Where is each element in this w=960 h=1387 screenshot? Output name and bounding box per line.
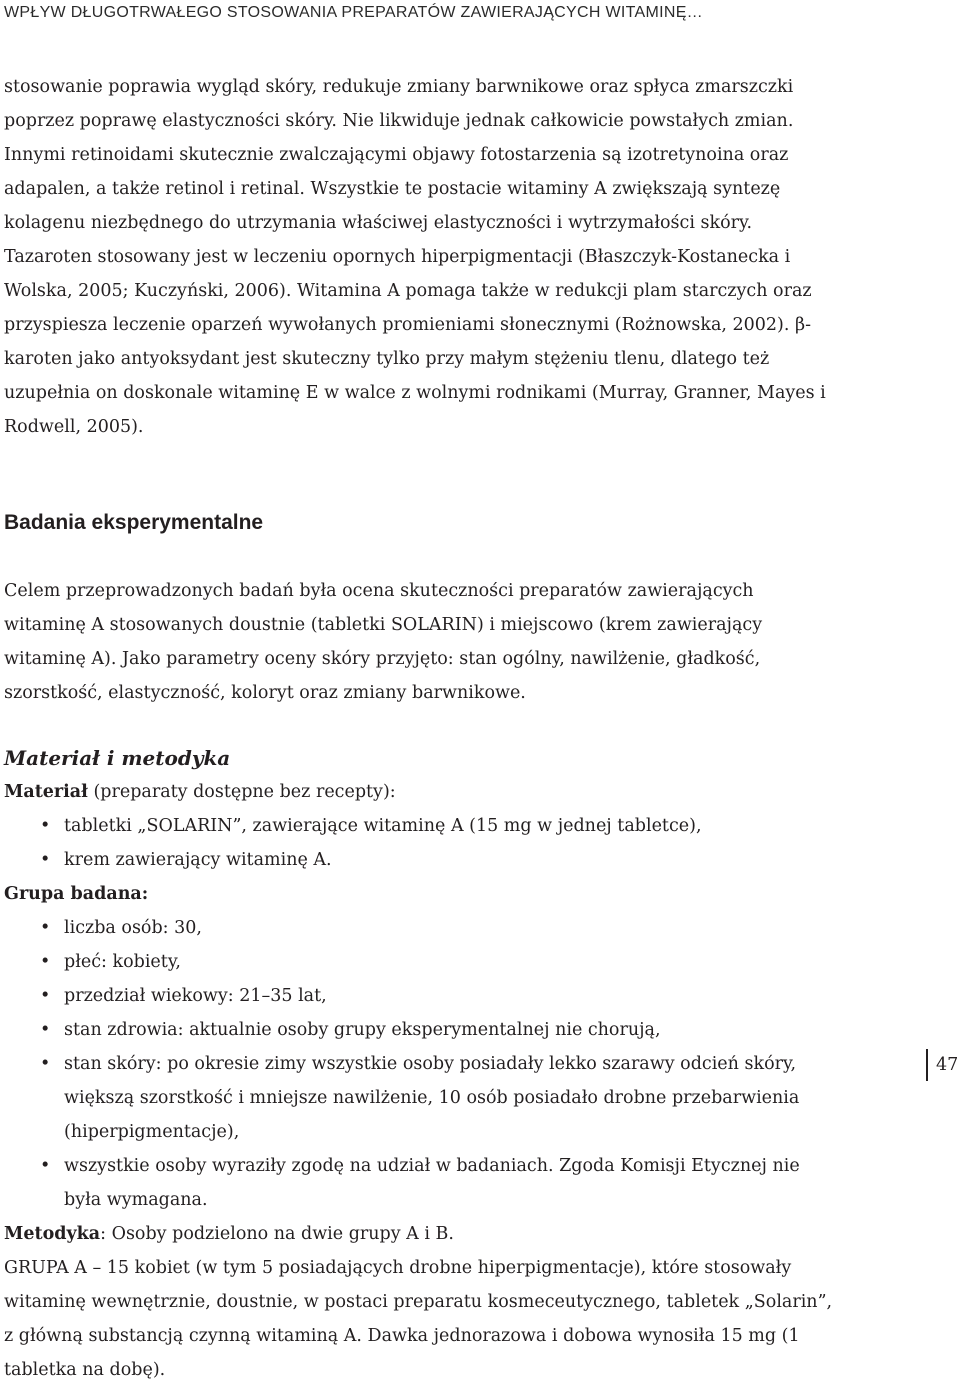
list-item-text: stan skóry: po okresie zimy wszystkie osoby posiadały lekko szarawy odcień skóry, większą szorstkość i mniejsze nawilżenie, 10 osób posiadało drobne przebarwienia (hiperpigmentacje), <box>64 1054 800 1142</box>
bullet-icon: • <box>40 1054 51 1074</box>
list-item-text: krem zawierający witaminę A. <box>64 850 332 870</box>
methodology-text: : Osoby podzielono na dwie grupy A i B. <box>100 1224 454 1244</box>
list-item <box>4 1013 840 1047</box>
bullet-icon: • <box>40 918 51 938</box>
aims-paragraph: Celem przeprowadzonych badań była ocena skuteczności preparatów zawierających witaminę A stosowanych doustnie (tabletki SOLARIN) i miejscowo (krem zawierający witaminę A). Jako parametry oceny skóry przyjęto: stan ogólny, nawilżenie, gładkość, szorstkość, elastyczność, koloryt oraz zmiany barwnikowe. <box>4 581 763 703</box>
bullet-icon: • <box>40 850 51 870</box>
list-item <box>4 1149 840 1217</box>
list-item <box>4 809 840 843</box>
bullet-icon: • <box>40 816 51 836</box>
bullet-icon: • <box>40 986 51 1006</box>
group-label: Grupa badana: <box>4 884 149 904</box>
intro-paragraph: stosowanie poprawia wygląd skóry, redukuje zmiany barwnikowe oraz spłyca zmarszczki poprzez poprawę elastyczności skóry. Nie likwiduje jednak całkowicie powstałych zmian. Innymi retinoidami skutecznie zwalczającymi objawy fotostarzenia są izotretynoina oraz adapalen, a także retinol i retinal. Wszystkie te postacie witaminy A zwiększają syntezę kolagenu niezbędnego do utrzymania właściwej elastyczności i wytrzymałości skóry. Tazaroten stosowany jest w leczeniu opornych hiperpigmentacji (Błaszczyk-Kostanecka i Wolska, 2005; Kuczyński, 2006). Witamina A pomaga także w redukcji plam starczych oraz przyspiesza leczenie oparzeń wywołanych promieniami słonecznymi (Rożnowska, 2002). β-karoten jako antyoksydant jest skuteczny tylko przy małym stężeniu tlenu, dlatego też uzupełnia on doskonale witaminę E w walce z wolnymi rodnikami (Murray, Granner, Mayes i Rodwell, 2005). <box>4 77 826 437</box>
methods-section <box>4 775 840 1387</box>
running-header: WPŁYW DŁUGOTRWAŁEGO STOSOWANIA PREPARATÓW ZAWIERAJĄCYCH WITAMINĘ… <box>4 4 703 21</box>
bullet-icon: • <box>40 1020 51 1040</box>
list-item <box>4 1047 840 1149</box>
material-label: Materiał <box>4 782 88 802</box>
group-line <box>4 877 840 911</box>
list-item-text: płeć: kobiety, <box>64 952 181 972</box>
material-list <box>4 809 840 877</box>
material-text: (preparaty dostępne bez recepty): <box>87 782 396 802</box>
bullet-icon: • <box>40 1156 51 1176</box>
list-item <box>4 945 840 979</box>
material-line <box>4 775 840 809</box>
list-item <box>4 979 840 1013</box>
list-item <box>4 843 840 877</box>
subsection-heading: Materiał i metodyka <box>4 746 231 770</box>
list-item-text: przedział wiekowy: 21–35 lat, <box>64 986 327 1006</box>
list-item-text: wszystkie osoby wyraziły zgodę na udział w badaniach. Zgoda Komisji Etycznej nie była wymagana. <box>64 1156 800 1210</box>
page-number: 47 <box>926 1049 958 1081</box>
list-item-text: liczba osób: 30, <box>64 918 202 938</box>
methodology-label: Metodyka <box>4 1224 101 1244</box>
group-list <box>4 911 840 1217</box>
list-item-text: stan zdrowia: aktualnie osoby grupy eksperymentalnej nie chorują, <box>64 1020 661 1040</box>
group-a-paragraph: GRUPA A – 15 kobiet (w tym 5 posiadających drobne hiperpigmentacje), które stosowały witaminę wewnętrznie, doustnie, w postaci preparatu kosmeceutycznego, tabletek „Solarin”, z główną substancją czynną witaminą A. Dawka jednorazowa i dobowa wynosiła 15 mg (1 tabletka na dobę). <box>4 1258 833 1380</box>
bullet-icon: • <box>40 952 51 972</box>
list-item <box>4 911 840 945</box>
list-item-text: tabletki „SOLARIN”, zawierające witaminę A (15 mg w jednej tabletce), <box>64 816 702 836</box>
section-heading: Badania eksperymentalne <box>4 511 264 534</box>
methodology-line <box>4 1217 840 1251</box>
